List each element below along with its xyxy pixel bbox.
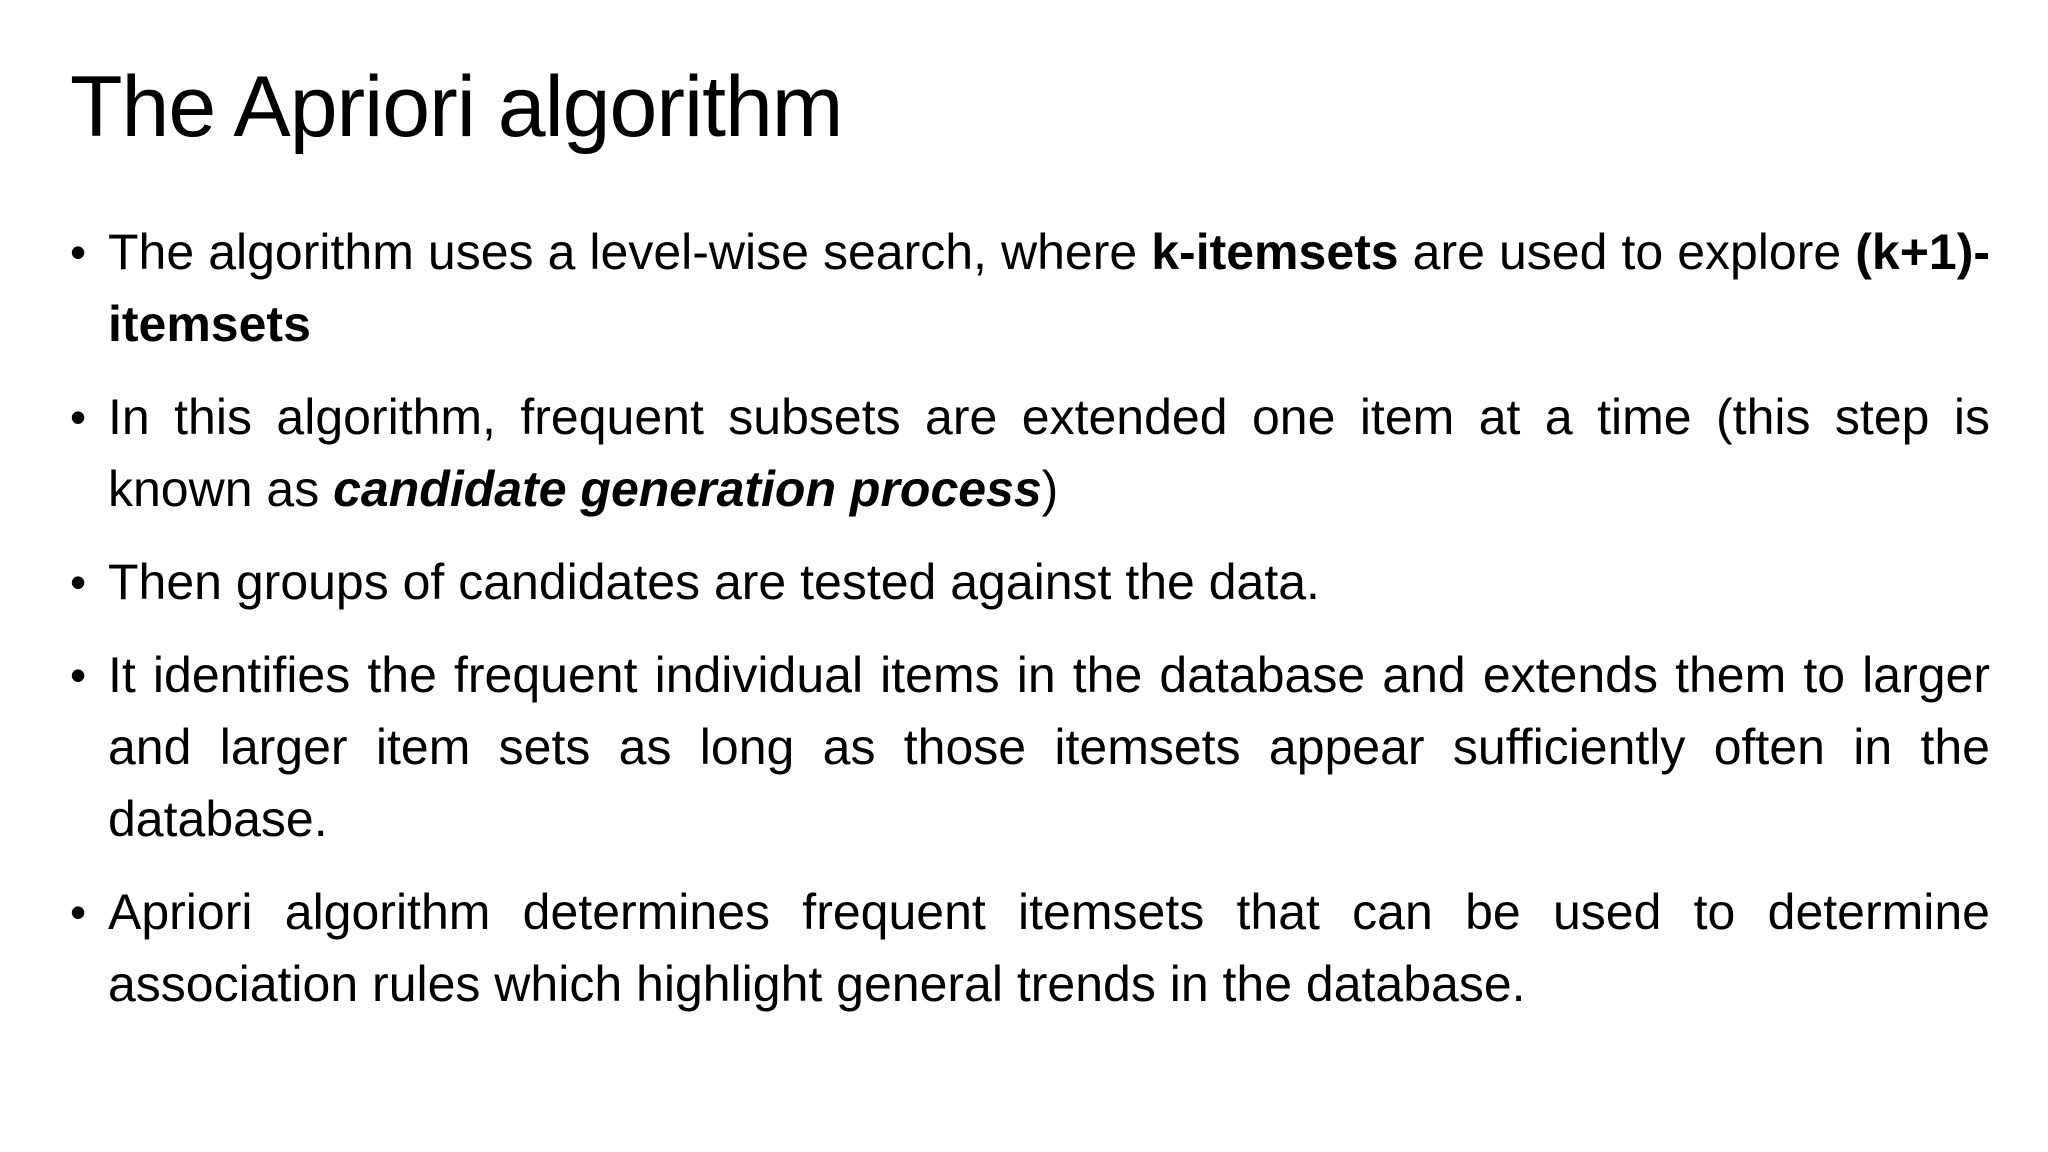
bullet-item-4 [70,639,1990,855]
bold-term: k-itemsets [1151,224,1399,280]
bullet-item-3 [70,546,1990,618]
bullet-text-segment: The algorithm uses a level-wise search, where [108,224,1152,280]
bullet-item-5 [70,876,1990,1020]
bullet-icon: • [70,391,87,443]
bullet-text: Then groups of candidates are tested against the data. [108,554,1320,610]
bullet-text [108,389,1990,517]
bullet-text [108,224,1990,352]
bullet-item-1 [70,216,1990,360]
bullet-icon: • [70,226,87,278]
bullet-text-segment: ) [1041,461,1059,517]
bold-term: (k+1)-itemsets [108,224,1990,352]
bullet-list [70,216,1990,1041]
bullet-icon: • [70,886,87,938]
slide-title: The Apriori algorithm [70,59,843,155]
bold-italic-term: candidate generation process [333,461,1042,517]
bullet-text: It identifies the frequent individual items in the database and extends them to larger and larger item sets as long as those itemsets appear sufficiently often in the database. [108,647,1990,847]
bullet-item-2 [70,381,1990,525]
bullet-icon: • [70,556,87,608]
bullet-icon: • [70,649,87,701]
bullet-text-segment: In this algorithm, frequent subsets are extended one item at a time (this step is known as [108,389,1990,517]
bullet-text: Apriori algorithm determines frequent itemsets that can be used to determine association rules which highlight general trends in the database. [108,884,1990,1012]
bullet-text-segment: are used to explore [1398,224,1856,280]
